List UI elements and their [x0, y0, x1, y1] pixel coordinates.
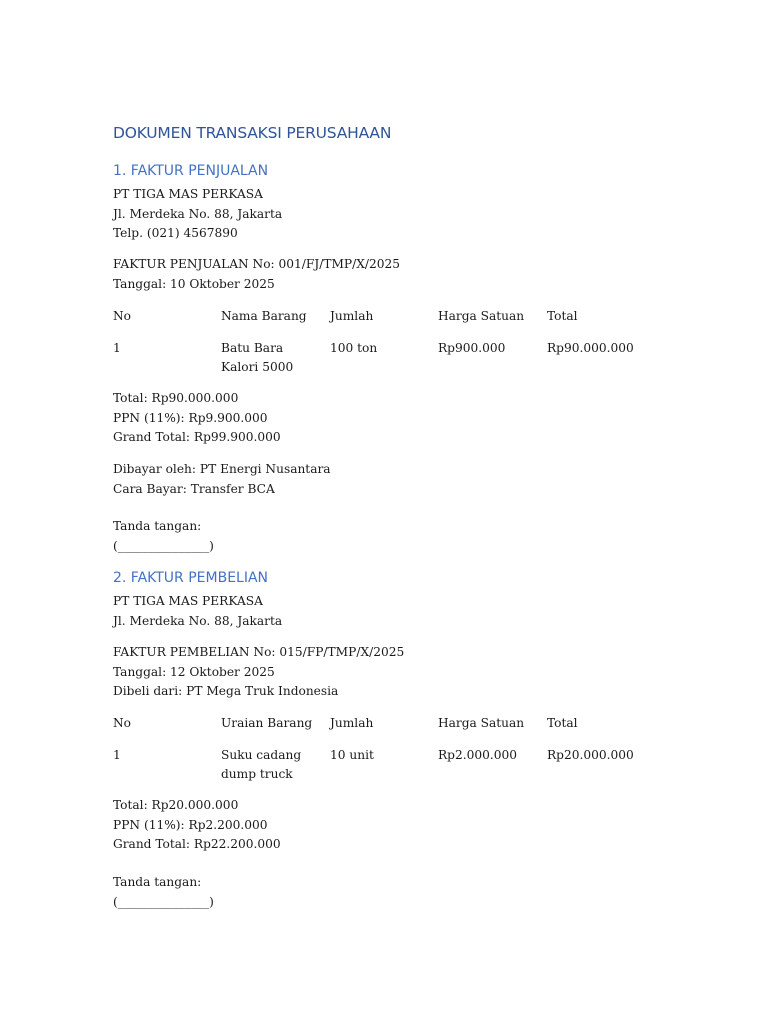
- purchase-row-qty: 10 unit: [330, 748, 374, 762]
- purchase-row-total: Rp20.000.000: [547, 748, 634, 762]
- purchase-invoice-info: [113, 643, 404, 702]
- purchase-ppn: PPN (11%): Rp2.200.000: [113, 817, 268, 832]
- sale-payment-method: Cara Bayar: Transfer BCA: [113, 481, 275, 496]
- sale-invoice-info: [113, 255, 400, 294]
- purchase-table-header-price: Harga Satuan: [438, 716, 525, 730]
- purchase-row-price: Rp2.000.000: [438, 748, 518, 762]
- purchase-table-header-total: Total: [547, 716, 578, 730]
- sale-total: Total: Rp90.000.000: [113, 391, 239, 405]
- sale-ppn: PPN (11%): Rp9.900.000: [113, 410, 268, 425]
- sale-company-phone: Telp. (021) 4567890: [113, 226, 238, 240]
- sale-grand-total: Grand Total: Rp99.900.000: [113, 430, 281, 444]
- purchase-signature-line: (_______________): [113, 894, 214, 909]
- sale-row-total: Rp90.000.000: [547, 341, 634, 355]
- sale-signature: [113, 517, 214, 556]
- sale-table-header-no: No: [113, 309, 132, 323]
- purchase-invoice-number: FAKTUR PEMBELIAN No: 015/FP/TMP/X/2025: [113, 645, 405, 659]
- purchase-signature: [113, 873, 214, 912]
- sale-signature-label: Tanda tangan:: [113, 519, 202, 533]
- sale-table-header-price: Harga Satuan: [438, 309, 525, 323]
- purchase-row-item-line1: Suku cadang: [221, 748, 302, 762]
- purchase-row-no: 1: [113, 748, 121, 762]
- sale-signature-line: (_______________): [113, 538, 214, 553]
- purchase-total: Total: Rp20.000.000: [113, 798, 239, 812]
- sale-company-name: PT TIGA MAS PERKASA: [113, 187, 263, 201]
- sale-row-qty: 100 ton: [330, 341, 378, 355]
- purchase-table-header-item: Uraian Barang: [221, 716, 313, 730]
- purchase-invoice-date: Tanggal: 12 Oktober 2025: [113, 664, 275, 679]
- sale-table-header-qty: Jumlah: [330, 309, 374, 323]
- purchase-signature-label: Tanda tangan:: [113, 875, 202, 889]
- purchase-heading: 2. FAKTUR PEMBELIAN: [113, 570, 269, 586]
- sale-invoice-date: Tanggal: 10 Oktober 2025: [113, 276, 275, 291]
- sale-row-no: 1: [113, 341, 121, 355]
- purchase-table-header-no: No: [113, 716, 132, 730]
- sale-totals: [113, 389, 281, 448]
- sale-row-item-line1: Batu Bara: [221, 341, 284, 355]
- sale-row-price: Rp900.000: [438, 341, 506, 355]
- purchase-company-address: Jl. Merdeka No. 88, Jakarta: [113, 613, 283, 628]
- purchase-row-item-line2: dump truck: [221, 767, 293, 781]
- sale-company-info: [113, 185, 282, 244]
- sale-row-item-line2: Kalori 5000: [221, 360, 294, 374]
- sale-invoice-number: FAKTUR PENJUALAN No: 001/FJ/TMP/X/2025: [113, 257, 401, 271]
- sale-heading: 1. FAKTUR PENJUALAN: [113, 163, 269, 179]
- purchase-totals: [113, 796, 281, 855]
- purchase-grand-total: Grand Total: Rp22.200.000: [113, 837, 281, 851]
- sale-company-address: Jl. Merdeka No. 88, Jakarta: [113, 206, 283, 221]
- sale-table-header-item: Nama Barang: [221, 309, 307, 323]
- purchase-supplier: Dibeli dari: PT Mega Truk Indonesia: [113, 684, 339, 698]
- purchase-table-header-qty: Jumlah: [330, 716, 374, 730]
- sale-paid-by: Dibayar oleh: PT Energi Nusantara: [113, 462, 331, 476]
- sale-table-header-total: Total: [547, 309, 578, 323]
- sale-payment-info: [113, 460, 331, 499]
- purchase-company-name: PT TIGA MAS PERKASA: [113, 594, 263, 608]
- purchase-company-info: [113, 592, 282, 631]
- document-title: DOKUMEN TRANSAKSI PERUSAHAAN: [113, 124, 392, 142]
